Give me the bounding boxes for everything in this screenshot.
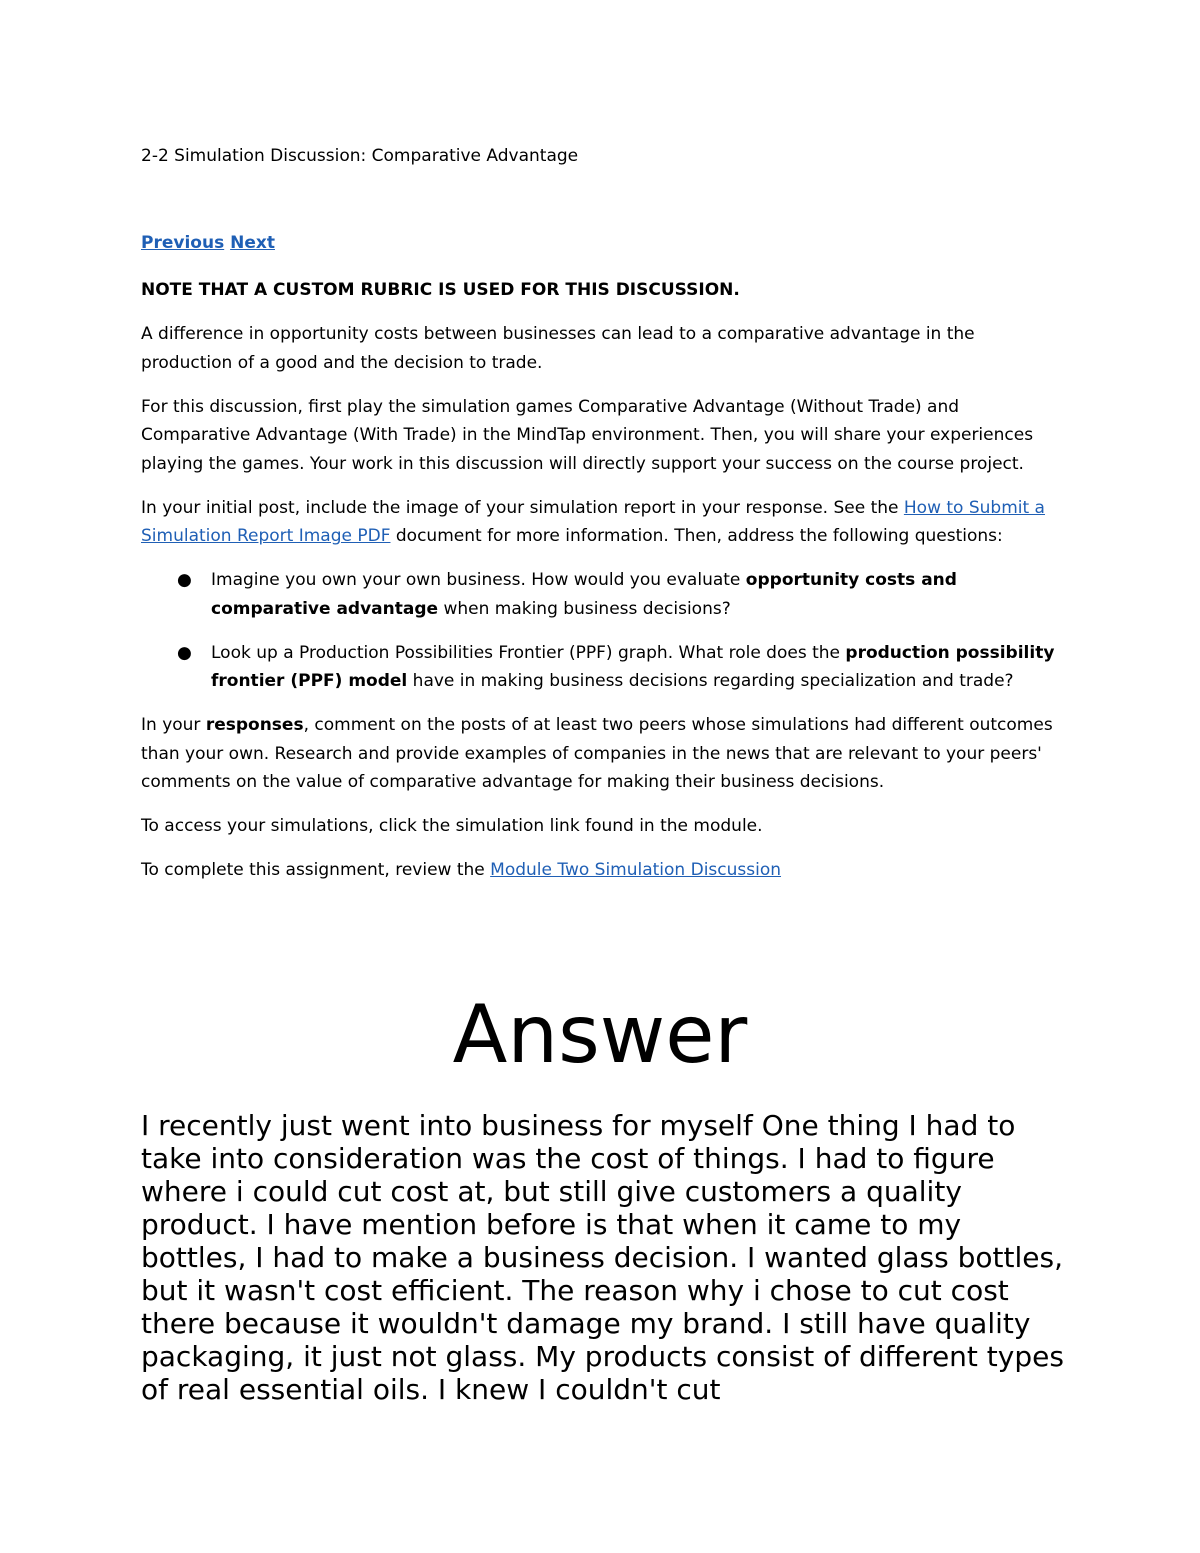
how-to-submit-link[interactable]: How to Submit a Simulation Report Image PDF (141, 497, 1045, 546)
next-link[interactable]: Next (230, 233, 275, 253)
responses-text-end: , comment on the posts of at least two peers whose simulations had different outcomes than your own. Research and provide examples of companies in the news that are relevant to your peers' comments on the value of comparative advantage for making their business decisions. (141, 715, 1053, 792)
answer-body: I recently just went into business for myself One thing I had to take into consideration was the cost of things. I had to figure where i could cut cost at, but still give customers a quality product. I have mention before is that when it came to my bottles, I had to make a business decision. I wanted glass bottles, but it wasn't cost efficient. The reason why i chose to cut cost there because it wouldn't damage my brand. I still have quality packaging, it just not glass. My products consist of different types of real essential oils. I knew I couldn't cut (141, 1109, 1064, 1406)
question-text-end: have in making business decisions regarding specialization and trade? (407, 671, 1014, 691)
bullet-icon: ● (177, 642, 192, 663)
access-paragraph: To access your simulations, click the simulation link found in the module. (141, 816, 763, 836)
initial-post-text: In your initial post, include the image of your simulation report in your response. See the (141, 497, 904, 518)
instructions-paragraph: For this discussion, first play the simulation games Comparative Advantage (Without Trade) and Comparative Advantage (With Trade) in the MindTap environment. Then, you will share your experiences playing the games. Your work in this discussion will directly support your success on the course project. (141, 396, 1034, 474)
responses-text: In your (141, 715, 206, 735)
initial-post-paragraph (141, 494, 1071, 551)
question-list (141, 566, 1071, 696)
page-title: 2-2 Simulation Discussion: Comparative Advantage (141, 146, 579, 166)
discussion-prompt (141, 276, 1071, 900)
question-text-end: when making business decisions? (438, 598, 731, 619)
initial-post-text-end: document for more information. Then, address the following questions: (390, 526, 1003, 546)
nav-links (141, 230, 275, 256)
question-text: Imagine you own your own business. How would you evaluate (211, 570, 746, 590)
module-two-link[interactable]: Module Two Simulation Discussion (490, 860, 782, 880)
intro-paragraph: A difference in opportunity costs between businesses can lead to a comparative advantage in the production of a good and the decision to trade. (141, 324, 975, 373)
question-bold: production possibility frontier (PPF) model (211, 642, 1055, 691)
responses-bold: responses (205, 715, 304, 735)
answer-heading: Answer (452, 988, 748, 1081)
list-item (141, 639, 1071, 696)
complete-paragraph (141, 856, 1071, 885)
complete-text: To complete this assignment, review the (141, 860, 491, 880)
question-text: Look up a Production Possibilities Frontier (PPF) graph. What role does the (211, 642, 846, 663)
question-bold: opportunity costs and comparative advantage (211, 570, 957, 619)
responses-paragraph (141, 711, 1071, 797)
previous-link[interactable]: Previous (141, 233, 225, 253)
rubric-note: NOTE THAT A CUSTOM RUBRIC IS USED FOR THIS DISCUSSION. (141, 280, 740, 300)
list-item (141, 566, 1071, 623)
bullet-icon: ● (177, 570, 192, 590)
